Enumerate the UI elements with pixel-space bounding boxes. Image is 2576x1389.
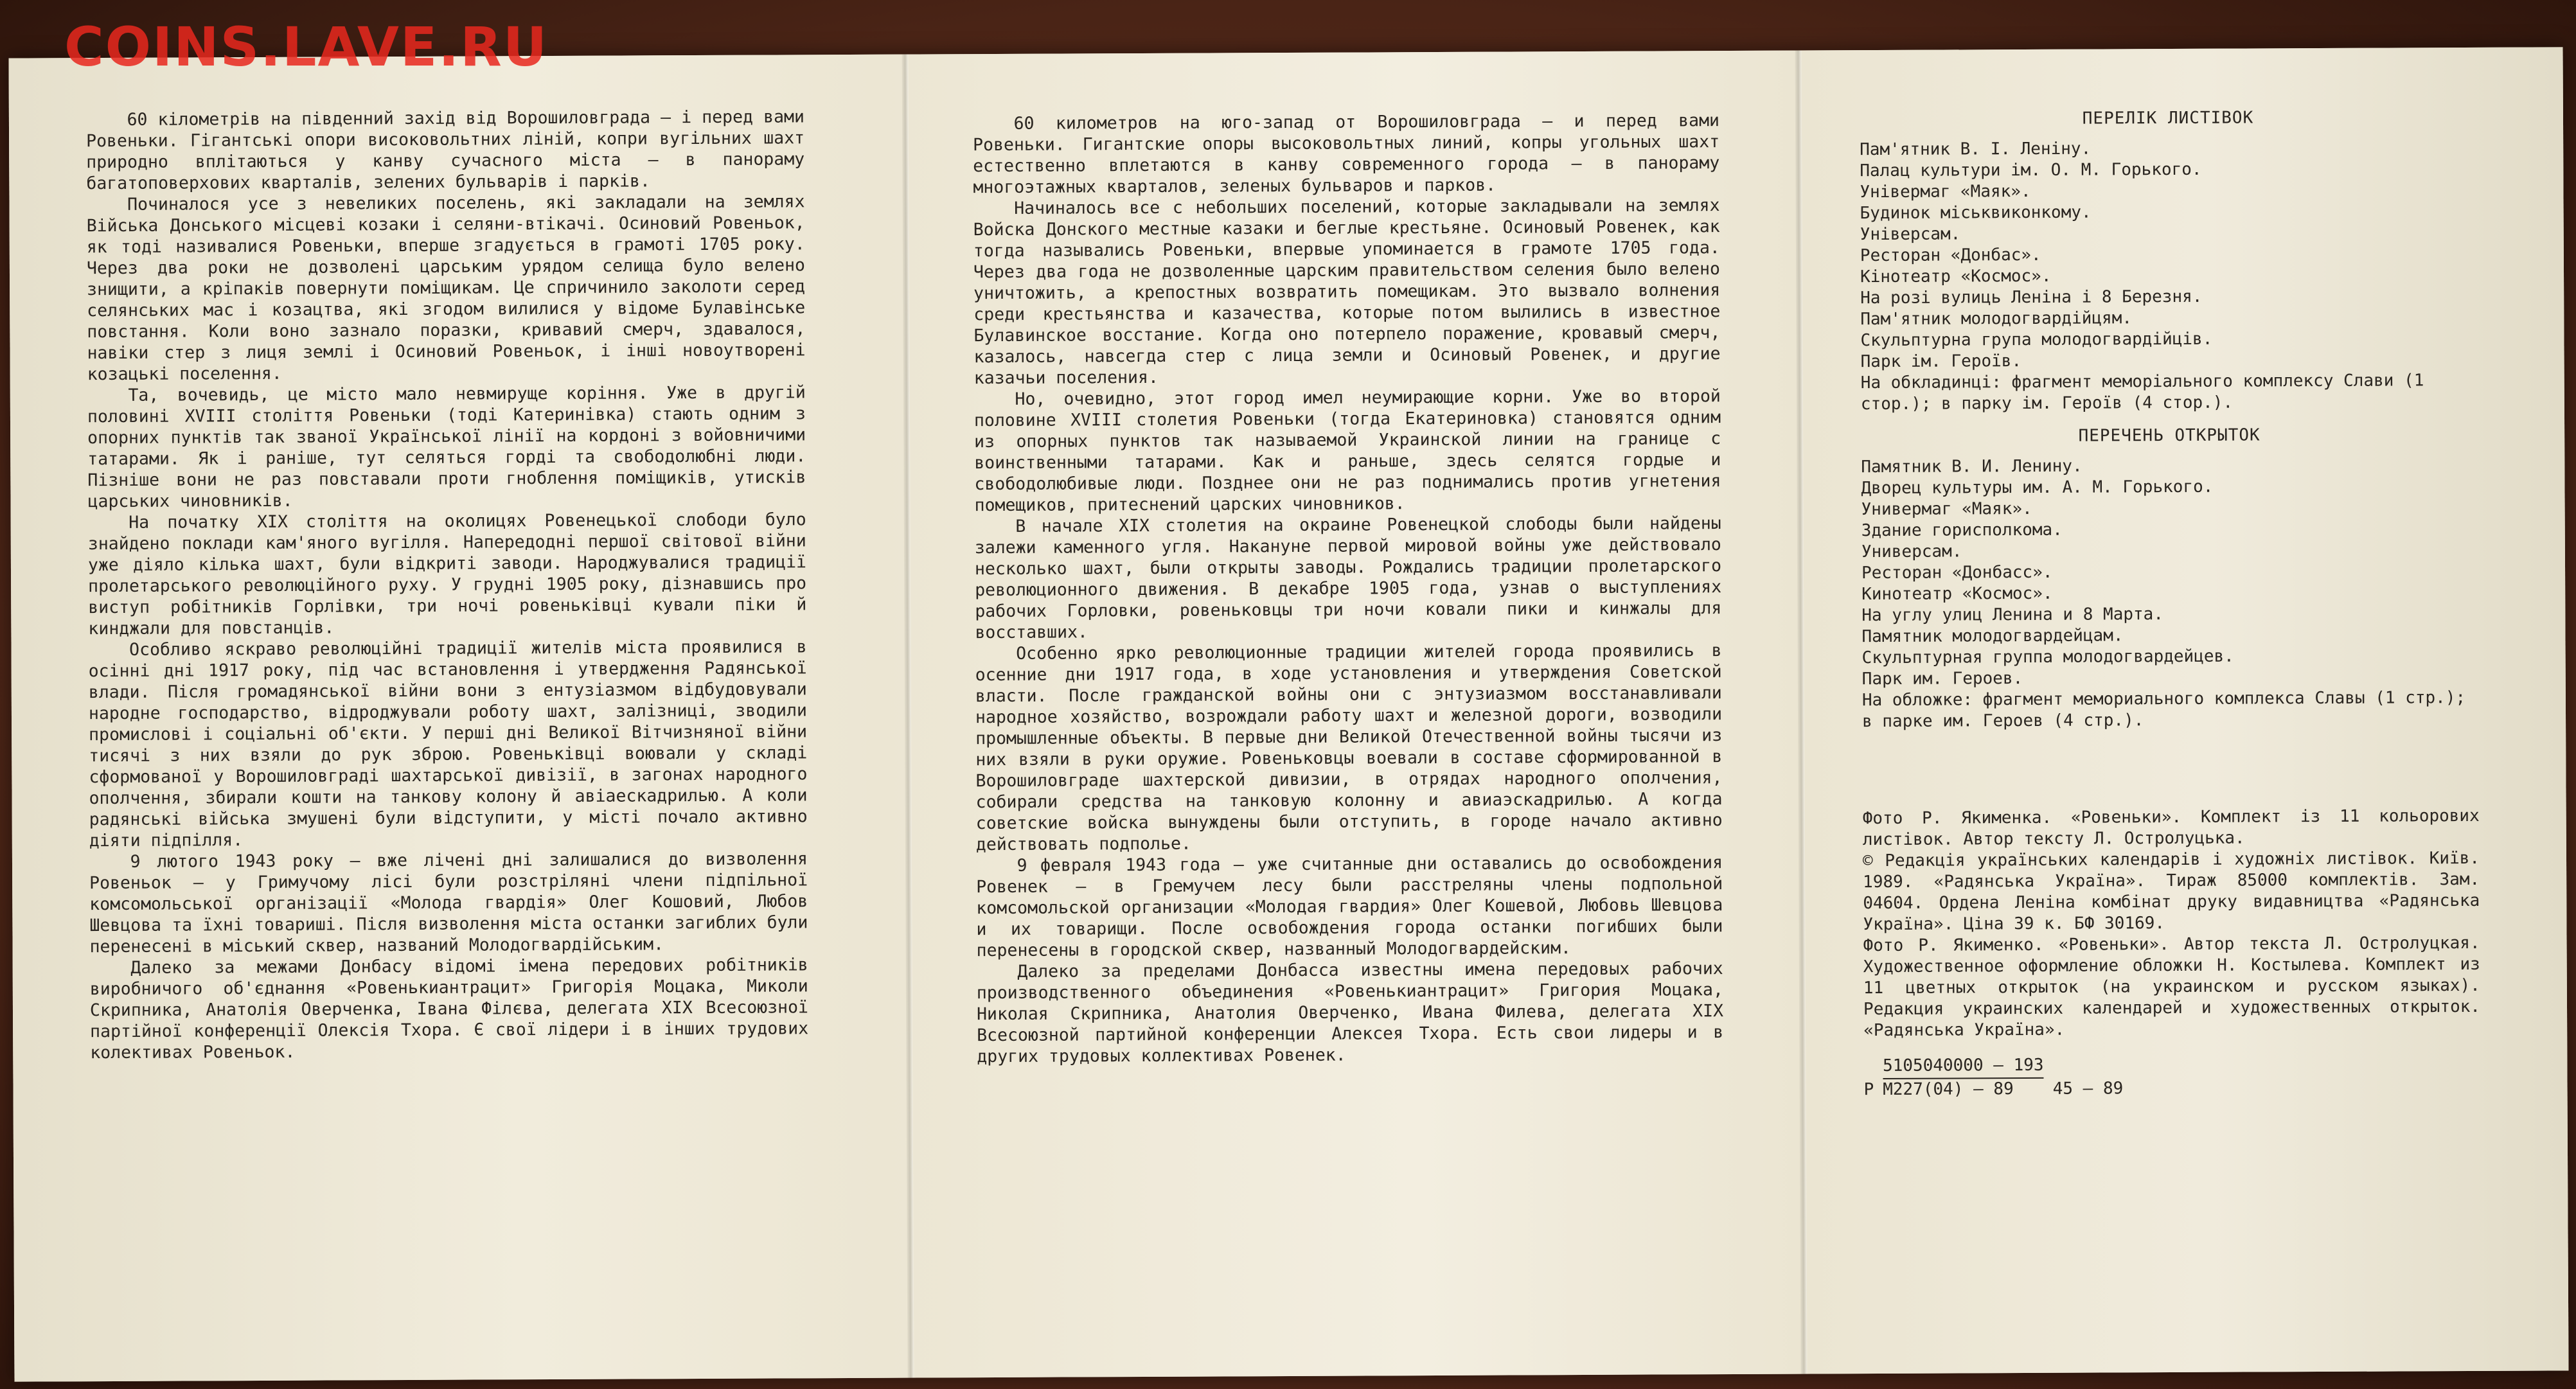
list-item: Парк им. Героев. xyxy=(1861,669,2023,689)
list-item: Універмаг «Маяк». xyxy=(1860,181,2031,202)
list-item: Памятник молодогвардейцам. xyxy=(1861,626,2124,647)
paragraph: Особливо яскраво революційні традиції жителів міста проявилися в осінні дні 1917 року, під час встановлення і утвердження Радянської влади. Після громадянської війни вони з ентузіазмом відбудовували народне господарство, відроджували роботу шахт, залізниці, зводили промислові і соціальні об'єкти. У перші дні Великої Вітчизняної війни тисячі з них взяли до рук зброю. Ровеньківці воювали у складі сформованої у Ворошиловграді шахтарської дивізії, в загонах народного ополчення, збирали кошти на танкову колону й авіаескадрилью. А коли радянські війська змушені були відступити, у місті почало активно діяти підпілля. xyxy=(88,637,808,851)
imprint-credits xyxy=(1863,806,2481,1101)
list-ukrainian xyxy=(1860,107,2478,415)
paragraph: В начале XIX столетия на окраине Ровенецкой слободы были найдены залежи каменного угля. Накануне первой мировой войны уже действовало несколько шахт, были открыты заводы. Рождались традиции пролетарского революционного движения. В декабре 1905 года, узнав о выступлениях рабочих Горловки, ровеньковцы три ночи ковали пики и кинжалы для восставших. xyxy=(974,513,1722,643)
postcard-folder-sheet xyxy=(9,47,2569,1381)
paragraph: На початку XIX століття на околицях Ровенецької слободи було знайдено поклади кам'яного вугілля. Напередодні першої світової війни уже діяло кілька шахт, були відкриті заводи. Народжувалися традиції пролетарського революційного руху. У грудні 1905 року, дізнавшись про виступ робітників Горлівки, три ночі ровеньківці кували піки й кинджали для повстанців. xyxy=(87,509,807,639)
paragraph: 9 февраля 1943 года — уже считанные дни оставались до освобождения Ровенек — в Гремучем лесу были расстреляны члены подпольной комсомольской организации «Молодая гвардия» Олег Кошевой, Любовь Шевцова и их товарищи. После освобождения города останки погибших были перенесены в городской сквер, названный Молодогвардейским. xyxy=(976,853,1723,961)
list-title: ПЕРЕЧЕНЬ ОТКРЫТОК xyxy=(2078,425,2261,446)
list-item: Кинотеатр «Космос». xyxy=(1861,583,2053,605)
panel-russian-text xyxy=(973,110,1723,1067)
list-item: Пам'ятник В. І. Леніну. xyxy=(1860,139,2092,160)
list-item: Дворец культуры им. А. М. Горького. xyxy=(1861,477,2214,499)
list-item: Палац культури ім. О. М. Горького. xyxy=(1860,159,2202,181)
fold-line xyxy=(1795,51,1807,1374)
panel-lists-credits xyxy=(1860,107,2481,1101)
code-suffix: 45 — 89 xyxy=(2052,1079,2124,1099)
list-item: Универсам. xyxy=(1861,542,1962,562)
paragraph: Починалося усе з невеликих поселень, які закладали на землях Війська Донського місцеві козаки і селяни-втікачі. Осиновий Ровеньок, як тоді називалися Ровеньки, вперше згадується в грамоті 1705 року. Через два роки не дозволені царським урядом селища було велено знищити, а кріпаків повернути поміщикам. Це спричинило заколоти серед селянських мас і козацтва, які згодом вилилися у відоме Булавінське повстання. Коли воно зазнало поразки, кривавий смерч, здавалося, навіки стер з лиця землі і Осиновий Ровеньок, і інші новоутворені козацькі поселення. xyxy=(86,191,806,385)
watermark: COINS.LAVE.RU xyxy=(64,15,549,78)
list-item: Памятник В. И. Ленину. xyxy=(1861,456,2083,477)
list-item: Універсам. xyxy=(1860,224,1961,245)
credits-russian: Фото Р. Якименко. «Ровеньки». Автор текста Л. Остролуцкая. Художественное оформление обложки Н. Костылева. Комплект из 11 цветных открыток (на украинском и русском языках). Редакция украинских календарей и художественных открыток. «Радянська Україна». xyxy=(1863,933,2481,1041)
code-fraction xyxy=(1883,1055,2044,1101)
catalog-code xyxy=(1863,1053,2480,1101)
paragraph: Особенно ярко революционные традиции жителей города проявились в осенние дни 1917 года, в ходе установления и утверждения Советской власти. После гражданской войны они с энтузиазмом восстанавливали народное хозяйство, возрождали работу шахт и железной дороги, возводили промышленные объекты. В первые дни Великой Отечественной войны тысячи из них взяли в руки оружие. Ровеньковцы воевали в составе сформированной в Ворошиловграде шахтерской дивизии, в отрядах народного ополчения, собирали средства на танковую колонну и авиаэскадрилью. А когда советские войска вынуждены были отступить, в городе начало активно действовать подполье. xyxy=(975,641,1723,855)
paragraph: 60 километров на юго-запад от Ворошиловграда — и перед вами Ровеньки. Гигантские опоры высоковольтных линий, копры угольных шахт естественно вплетаются в канву современного города — в панораму многоэтажных кварталов, зеленых бульваров и парков. xyxy=(973,111,1720,198)
list-title: ПЕРЕЛІК ЛИСТІВОК xyxy=(2082,108,2254,128)
list-item: Скульптурная группа молодогвардейцев. xyxy=(1861,646,2234,668)
list-russian xyxy=(1861,424,2479,732)
credits-ukrainian: Фото Р. Якименка. «Ровеньки». Комплект із 11 кольорових листівок. Автор тексту Л. Остролуцька. xyxy=(1862,806,2480,850)
list-item: На обкладинці: фрагмент меморіального комплексу Слави (1 стор.); в парку ім. Героїв (4 стор.). xyxy=(1860,371,2424,414)
paragraph: Та, вочевидь, це місто мало невмируще коріння. Уже в другій половині XVIII століття Ровеньки (тоді Катеринівка) стають одним з опорних пунктів так званої Української лінії на кордоні з войовничими татарами. Як і раніше, тут селяться горді та свободолюбні люди. Пізніше вони не раз повставали проти гноблення поміщиків, утисків царських чиновників. xyxy=(87,382,806,512)
paragraph: Далеко за пределами Донбасса известны имена передовых рабочих производственного объединения «Ровенькиантрацит» Григория Моцака, Николая Скрипника, Анатолия Оверченко, Ивана Филева, делегата XIX Всесоюзной партийной конференции Алексея Тхора. Есть свои лидеры и в других трудовых коллективах Ровенек. xyxy=(976,959,1724,1067)
list-item: Скульптурна група молодогвардійців. xyxy=(1860,329,2213,351)
list-item: Кінотеатр «Космос». xyxy=(1860,266,2052,287)
list-item: На углу улиц Ленина и 8 Марта. xyxy=(1861,605,2164,626)
fold-line xyxy=(902,55,914,1378)
list-item: Универмаг «Маяк». xyxy=(1861,499,2032,520)
paragraph: Но, очевидно, этот город имел неумирающие корни. Уже во второй половине XVIII столетия Ровеньки (тогда Екатериновка) становятся одним из опорных пунктов так называемой Украинской линии на границе с воинственными татарами. Как и раньше, здесь селятся гордые и свободолюбивые люди. Позднее они не раз поднимались против угнетения помещиков, притеснений царских чиновников. xyxy=(973,386,1721,516)
code-numerator: 5105040000 — 193 xyxy=(1883,1055,2044,1079)
list-item: На обложке: фрагмент мемориального комплекса Славы (1 стр.); в парке им. Героев (4 стр.). xyxy=(1861,688,2466,732)
paragraph: 9 лютого 1943 року — вже лічені дні залишалися до визволення Ровеньок — у Гримучому лісі були розстріляні члени підпільної комсомольської організації «Молода гвардія» Олег Кошовий, Любов Шевцова та їхні товариші. Після визволення міста останки загиблих були перенесені в міський сквер, названий Молодогвардійським. xyxy=(89,849,808,957)
list-item: Здание горисполкома. xyxy=(1861,520,2063,541)
list-item: Ресторан «Донбасс». xyxy=(1861,562,2053,583)
paragraph: Начиналось все с небольших поселений, которые закладывали на землях Войска Донского местные казаки и беглые крестьяне. Осиновый Ровенек, как тогда назывались Ровеньки, впервые упоминается в грамоте 1705 года. Через два года не дозволенные царским правительством селения было велено уничтожить, а крепостных возвратить помещикам. Это вызвало волнения среди крестьянства и казачества, которые потом вылились в известное Булавинское восстание. Когда оно потерпело поражение, кровавый смерч, казалось, навсегда стер с лица земли и Осиновый Ровенек, и другие казачьи поселения. xyxy=(973,195,1721,389)
code-denominator: М227(04) — 89 xyxy=(1883,1079,2014,1099)
list-item: Парк ім. Героїв. xyxy=(1860,351,2022,372)
paragraph: Далеко за межами Донбасу відомі імена передових робітників виробничого об'єднання «Ровенькиантрацит» Григорія Моцака, Миколи Скрипника, Анатолія Оверченка, Івана Філєва, делегата XIX Всесоюзної партійної конференції Олексія Тхора. Є свої лідери і в інших трудових колективах Ровеньок. xyxy=(89,955,809,1063)
list-item: Ресторан «Донбас». xyxy=(1860,245,2041,266)
list-item: На розі вулиць Леніна і 8 Березня. xyxy=(1860,287,2203,308)
code-prefix: Р xyxy=(1863,1080,1874,1100)
panel-ukrainian-text xyxy=(86,106,808,1063)
list-item: Пам'ятник молодогвардійцям. xyxy=(1860,308,2133,330)
paragraph: 60 кілометрів на південний захід від Ворошиловграда — і перед вами Ровеньки. Гігантські опори високовольтних ліній, копри вугільних шахт природно вплітаються у канву сучасного міста — в панораму багатоповерхових кварталів, зелених бульварів і парків. xyxy=(86,107,805,194)
list-item: Будинок міськвиконкому. xyxy=(1860,202,2092,224)
publisher-ukrainian: © Редакція українських календарів і художніх листівок. Київ. 1989. «Радянська Україна». Тираж 85000 комплектів. Зам. 04604. Ордена Леніна комбінат друку видавництва «Радянська Україна». Ціна 39 к. БФ 30169. xyxy=(1862,848,2480,935)
